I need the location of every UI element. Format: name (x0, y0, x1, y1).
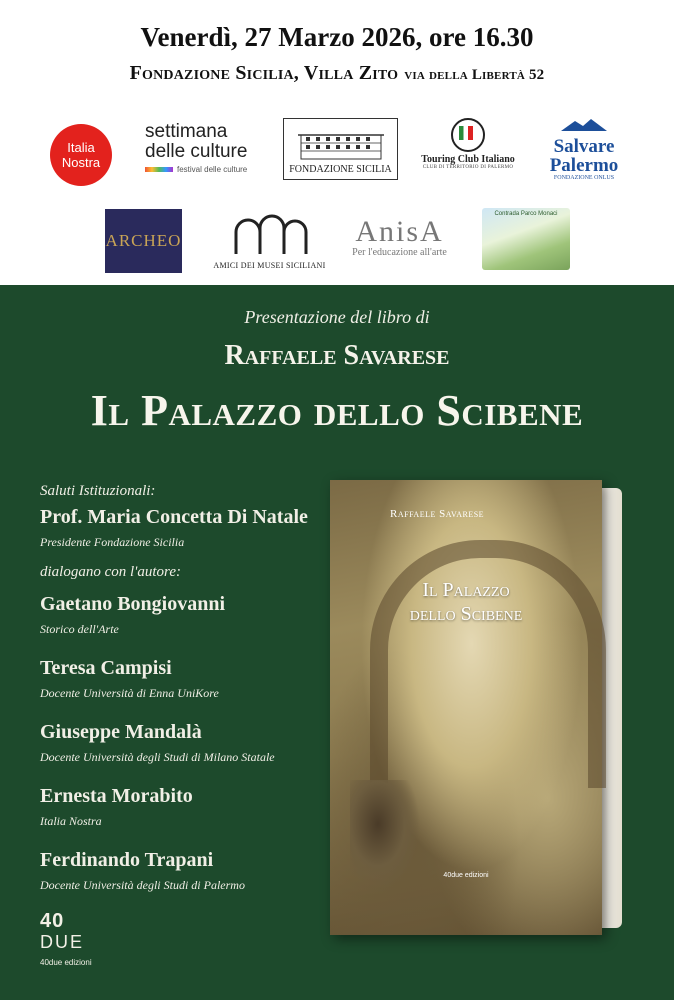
speaker-role: Docente Università di Enna UniKore (40, 686, 219, 700)
speaker-name: Gaetano Bongiovanni (40, 593, 226, 615)
settimana-line2: delle culture (145, 141, 248, 162)
cover-publisher: 40due edizioni (443, 872, 489, 879)
speaker-role: Storico dell'Arte (40, 622, 119, 636)
event-venue (0, 62, 674, 85)
speaker-name: Teresa Campisi (40, 657, 172, 679)
contrada-label: Contrada Parco Monaci (494, 211, 558, 217)
cover-title-line2: dello Scibene (409, 603, 523, 625)
cover-author: Raffaele Savarese (390, 508, 485, 520)
speaker-name: Giuseppe Mandalà (40, 721, 202, 743)
speaker-name: Ferdinando Trapani (40, 849, 214, 871)
header-section (0, 0, 674, 285)
fondazione-sicilia-logo (283, 118, 398, 180)
salvare-line3: FONDAZIONE ONLUS (553, 175, 615, 181)
venue-address: via della Libertà 52 (404, 67, 545, 83)
salvare-line1: Salvare (553, 136, 615, 157)
anisa-logo (342, 217, 457, 267)
touring-club-logo (418, 118, 518, 182)
salvare-palermo-logo (544, 118, 624, 186)
amici-label: AMICI DEI MUSEI SICILIANI (213, 261, 326, 270)
speaker-name: Ernesta Morabito (40, 785, 193, 807)
archeo-logo: ARCHEO (105, 209, 182, 273)
salvare-line2: Palermo (549, 155, 619, 176)
amici-musei-logo (212, 210, 327, 274)
saluti-role: Presidente Fondazione Sicilia (40, 535, 185, 549)
dialogue-label: dialogano con l'autore: (40, 564, 181, 580)
saluti-label: Saluti Istituzionali: (40, 483, 156, 499)
speaker-role: Docente Università degli Studi di Milano Statale (40, 750, 275, 764)
anisa-name: AnisA (355, 215, 444, 248)
settimana-sub: festival delle culture (177, 165, 248, 174)
settimana-line1: settimana (145, 121, 228, 142)
italia-nostra-logo: Italia Nostra (50, 124, 112, 186)
contrada-parco-logo (482, 208, 570, 270)
speaker-role: Docente Università degli Studi di Palermo (40, 878, 245, 892)
speakers-list (40, 483, 340, 893)
settimana-delle-culture-logo (145, 122, 265, 182)
anisa-tagline: Per l'educazione all'arte (352, 247, 447, 258)
palazzo-icon (296, 129, 386, 161)
publisher-word: DUE (40, 932, 85, 952)
arches-icon (230, 210, 310, 256)
publisher-number: 40 (40, 910, 65, 932)
publisher-label: 40due edizioni (40, 958, 92, 967)
venue-name: Fondazione Sicilia, Villa Zito (129, 62, 399, 84)
tci-sub: CLUB DI TERRITORIO DI PALERMO (422, 165, 514, 170)
cover-title (330, 578, 602, 626)
book-title: Il Palazzo dello Scibene (90, 386, 584, 435)
cover-title-line1: Il Palazzo (422, 579, 510, 601)
book-cover (330, 480, 602, 935)
tci-emblem-icon (451, 118, 485, 152)
publisher-logo (40, 910, 110, 980)
color-bar-icon (145, 167, 173, 172)
event-date-time: Venerdì, 27 Marzo 2026, ore 16.30 (140, 22, 534, 52)
saluti-name: Prof. Maria Concetta Di Natale (40, 506, 308, 528)
speaker-role: Italia Nostra (40, 814, 102, 828)
book-cover-image (330, 480, 626, 935)
mountain-icon (559, 118, 609, 132)
tci-name: Touring Club Italiano (421, 154, 515, 165)
author-name: Raffaele Savarese (224, 340, 450, 371)
presentation-intro: Presentazione del libro di (244, 307, 430, 327)
fondazione-sicilia-label: FONDAZIONE SICILIA (289, 164, 392, 175)
